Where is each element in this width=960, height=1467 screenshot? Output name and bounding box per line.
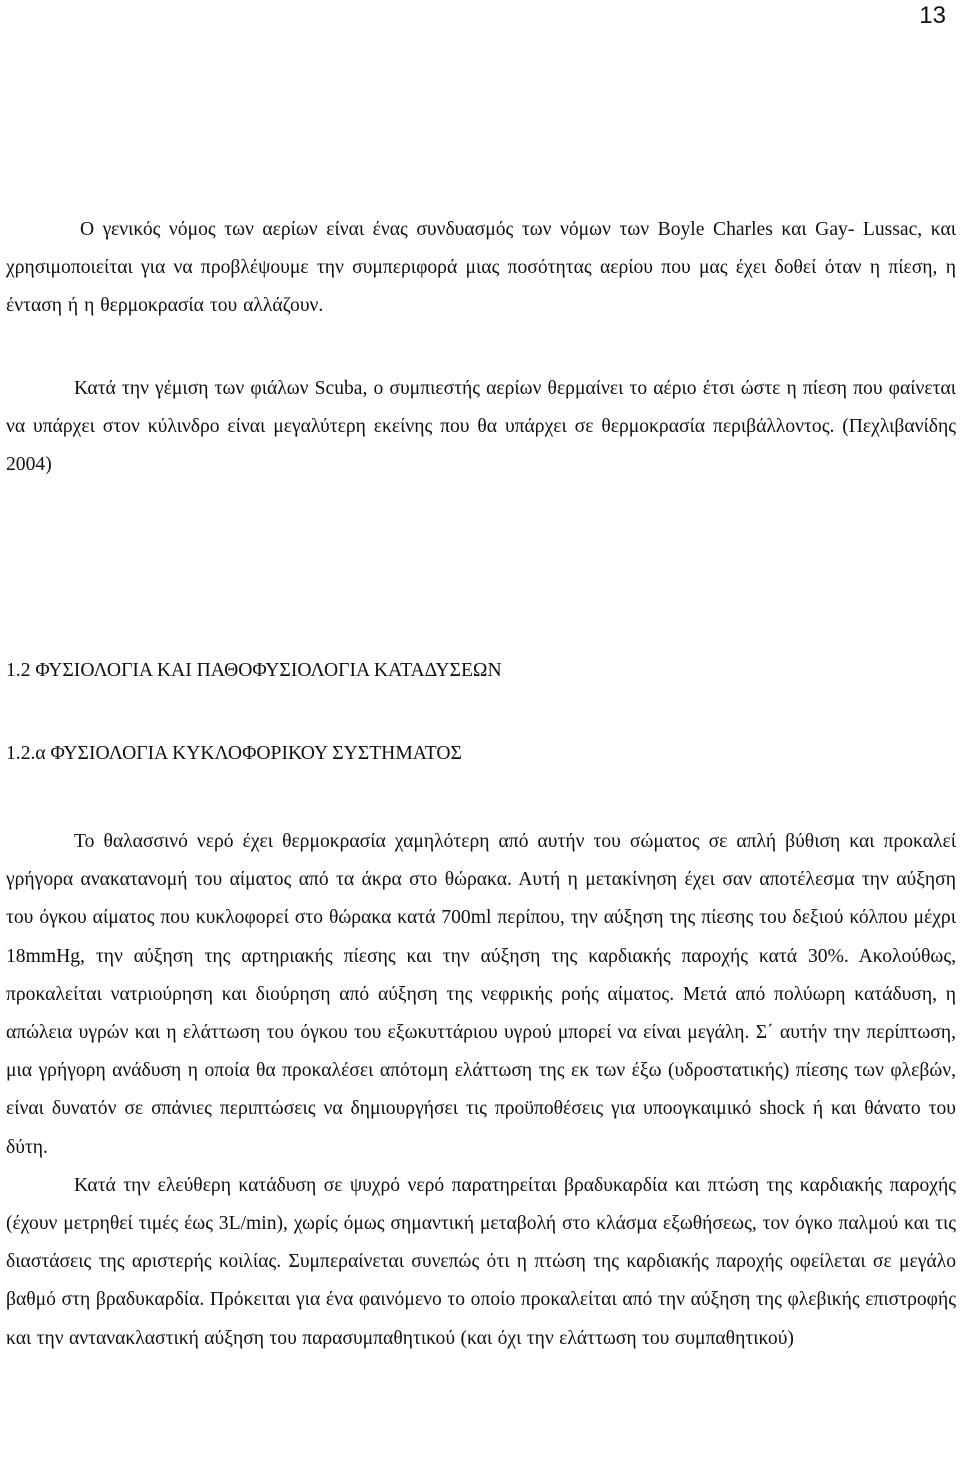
page-number: 13 xyxy=(919,2,946,29)
body-text-block xyxy=(6,823,956,1358)
section-heading: 1.2 ΦΥΣΙΟΛΟΓΙΑ ΚΑΙ ΠΑΘΟΦΥΣΙΟΛΟΓΙΑ ΚΑΤΑΔΥΣΕΩΝ xyxy=(6,660,502,681)
paragraph-scuba: Κατά την γέμιση των φιάλων Scuba, ο συμπιεστής αερίων θερμαίνει το αέριο έτσι ώστε η πίεση που φαίνεται να υπάρχει στον κύλινδρο είναι μεγαλύτερη εκείνης που θα υπάρχει σε θερμοκρασία περιβάλλοντος. (Πεχλιβανίδης 2004) xyxy=(6,378,956,475)
subsection-heading: 1.2.α ΦΥΣΙΟΛΟΓΙΑ ΚΥΚΛΟΦΟΡΙΚΟΥ ΣΥΣΤΗΜΑΤΟΣ xyxy=(6,743,462,764)
paragraph-free-dive: Κατά την ελεύθερη κατάδυση σε ψυχρό νερό παρατηρείται βραδυκαρδία και πτώση της καρδιακής παροχής (έχουν μετρηθεί τιμές έως 3L/min), χωρίς όμως σημαντική μεταβολή στο κλάσμα εξωθήσεως, τον όγκο παλμού και τις διαστάσεις της αριστερής κοιλίας. Συμπεραίνεται συνεπώς ότι η πτώση της καρδιακής παροχής οφείλεται σε μεγάλο βαθμό στη βραδυκαρδία. Πρόκειται για ένα φαινόμενο το οποίο προκαλείται από την αύξηση της φλεβικής επιστροφής και την αντανακλαστική αύξηση του παρασυμπαθητικού (και όχι την ελάττωση του συμπαθητικού) xyxy=(6,1174,956,1349)
paragraph-gas-law: Ο γενικός νόμος των αερίων είναι ένας συνδυασμός των νόμων των Boyle Charles και Gay- Lussac, και χρησιμοποιείται για να προβλέψουμε την συμπεριφορά μιας ποσότητας αερίου που μας έχει δοθεί όταν η πίεση, η ένταση ή η θερμοκρασία του αλλάζουν. xyxy=(6,219,956,317)
paragraph-circulatory: Το θαλασσινό νερό έχει θερμοκρασία χαμηλότερη από αυτήν του σώματος σε απλή βύθιση και προκαλεί γρήγορα ανακατανομή του αίματος από τα άκρα στο θώρακα. Αυτή η μετακίνηση έχει σαν αποτέλεσμα την αύξηση του όγκου αίματος που κυκλοφορεί στο θώρακα κατά 700ml περίπου, την αύξηση της πίεσης του δεξιού κόλπου μέχρι 18mmHg, την αύξηση της αρτηριακής πίεσης και την αύξηση της καρδιακής παροχής κατά 30%. Ακολούθως, προκαλείται νατριούρηση και διούρηση από αύξηση της νεφρικής ροής αίματος. Μετά από πολύωρη κατάδυση, η απώλεια υγρών και η ελάττωση του όγκου του εξωκυττάριου υγρού μπορεί να είναι μεγάλη. Σ΄ αυτήν την περίπτωση, μια γρήγορη ανάδυση η οποία θα προκαλέσει απότομη ελάττωση της εκ των έξω (υδροστατικής) πίεσης των φλεβών, είναι δυνατόν σε σπάνιες περιπτώσεις να δημιουργήσει τις προϋποθέσεις για υποογκαιμικό shock ή και θάνατο του δύτη. xyxy=(6,831,956,1158)
